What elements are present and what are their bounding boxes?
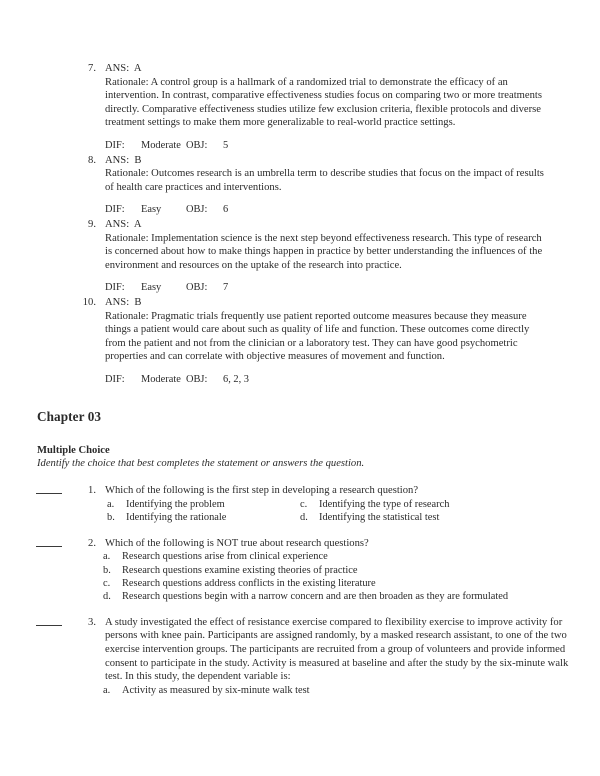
answer-key-line: ANS: B <box>105 154 142 166</box>
option-letter: b. <box>103 564 111 576</box>
answer-key-section <box>0 62 600 387</box>
option-text: Activity as measured by six-minute walk test <box>122 684 310 696</box>
option-item[interactable] <box>0 577 600 590</box>
question-stem: Which of the following is NOT true about research questions? <box>105 537 369 549</box>
dif-label: DIF: <box>105 204 125 216</box>
option-letter: c. <box>103 578 111 589</box>
answer-rationale: Rationale: Pragmatic trials frequently use patient reported outcome measures because they measure things a patient would care about such as quality of life and function. These outcomes come directly from the patient and not from the clinician or a laboratory test. They can have good psychometric properties and can correlate with objective measures of movement and function. <box>105 310 530 363</box>
dif-value: Easy <box>141 282 162 294</box>
obj-label: OBJ: <box>186 139 208 151</box>
dif-obj-row <box>0 281 600 295</box>
question-stem: A study investigated the effect of resistance exercise compared to flexibility exercise to improve activity for persons with knee pain. Participants are assigned randomly, by a masked research assistant, to one of the two exercise intervention groups. The participants are recruited from a group of volunteers and provide informed consent to participate in the study. Activity is measured at baseline and after the study by the six-minute walk test. In this study, the dependent variable is: <box>105 616 569 683</box>
answer-item <box>0 154 600 195</box>
dif-value: Moderate <box>141 139 181 151</box>
option-letter: c. <box>300 498 308 510</box>
questions-section <box>0 484 600 709</box>
answer-number: 7. <box>88 63 96 74</box>
question-stem: Which of the following is the first step in developing a research question? <box>105 485 419 496</box>
obj-label: OBJ: <box>186 282 208 294</box>
question-number: 1. <box>88 485 96 496</box>
obj-value: 6, 2, 3 <box>223 373 249 385</box>
dif-obj-row <box>0 373 600 387</box>
dif-label: DIF: <box>105 373 125 385</box>
answer-blank-line[interactable] <box>36 493 62 494</box>
option-list <box>0 550 600 604</box>
answer-key-line: ANS: A <box>105 63 142 74</box>
option-letter: a. <box>107 498 115 510</box>
answer-item <box>0 62 600 130</box>
answer-number: 8. <box>88 154 96 166</box>
question-item <box>0 537 600 604</box>
answer-item <box>0 296 600 364</box>
obj-label: OBJ: <box>186 204 208 216</box>
option-item[interactable] <box>107 511 226 524</box>
question-number: 3. <box>88 616 96 628</box>
option-item[interactable] <box>0 684 600 697</box>
option-text: Research questions examine existing theories of practice <box>122 564 358 576</box>
option-text: Identifying the type of research <box>319 498 450 510</box>
dif-label: DIF: <box>105 139 125 151</box>
dif-label: DIF: <box>105 282 125 294</box>
option-item[interactable] <box>300 498 449 511</box>
option-text: Identifying the statistical test <box>319 511 440 523</box>
dif-value: Easy <box>141 204 162 216</box>
option-text: Research questions begin with a narrow concern and are then broaden as they are formulated <box>122 591 509 603</box>
answer-number: 9. <box>88 218 96 230</box>
obj-value: 6 <box>223 204 229 216</box>
option-item[interactable] <box>0 590 600 603</box>
question-item <box>0 484 600 525</box>
answer-key-line: ANS: B <box>105 296 142 308</box>
option-item[interactable] <box>107 498 225 511</box>
option-item[interactable] <box>0 564 600 577</box>
answer-rationale: Rationale: Implementation science is the next step beyond effectiveness research. This type of research is concerned about how to make things happen in practice by better understanding the influences of the environment and resources on the uptake of the research into practice. <box>105 232 543 271</box>
answer-blank-line[interactable] <box>36 625 62 626</box>
answer-number: 10. <box>82 296 96 308</box>
option-text: Identifying the problem <box>126 498 225 510</box>
option-letter: d. <box>103 591 111 603</box>
obj-value: 7 <box>223 282 229 294</box>
question-number: 2. <box>88 537 96 549</box>
dif-value: Moderate <box>141 373 181 385</box>
option-text: Research questions address conflicts in the existing literature <box>122 578 376 589</box>
option-letter: d. <box>300 511 308 523</box>
dif-obj-row <box>0 139 600 153</box>
option-text: Identifying the rationale <box>126 511 227 523</box>
obj-label: OBJ: <box>186 373 208 385</box>
obj-value: 5 <box>223 139 229 151</box>
dif-obj-row <box>0 203 600 217</box>
multiple-choice-instruction: Identify the choice that best completes the statement or answers the question. <box>37 458 365 469</box>
option-list <box>0 498 600 525</box>
question-item <box>0 616 600 697</box>
answer-rationale: Rationale: Outcomes research is an umbrella term to describe studies that focus on the impact of results of health care practices and interventions. <box>105 168 544 193</box>
option-item[interactable] <box>0 550 600 563</box>
chapter-heading: Chapter 03 <box>37 409 102 424</box>
option-letter: a. <box>103 551 111 563</box>
answer-rationale: Rationale: A control group is a hallmark of a randomized trial to demonstrate the efficacy of an intervention. In contrast, comparative effectiveness studies focus on comparing two or more treatments directly. Comparative effectiveness studies utilize few exclusion criteria, flexible protocols and diverse treatment settings to make them more generalizable to real-world practice settings. <box>105 76 542 129</box>
option-item[interactable] <box>300 511 439 524</box>
answer-item <box>0 218 600 272</box>
option-list <box>0 684 600 697</box>
multiple-choice-heading: Multiple Choice <box>37 445 110 456</box>
option-letter: a. <box>103 684 111 696</box>
option-letter: b. <box>107 511 115 523</box>
answer-blank-line[interactable] <box>36 546 62 547</box>
answer-key-line: ANS: A <box>105 218 142 230</box>
option-text: Research questions arise from clinical experience <box>122 551 328 563</box>
